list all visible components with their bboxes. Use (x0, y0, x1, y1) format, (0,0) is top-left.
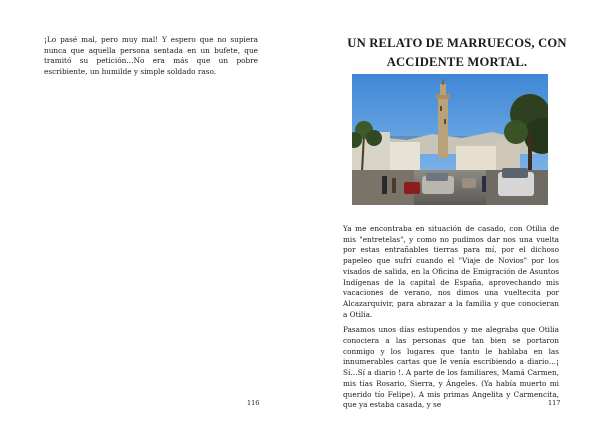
page-number-right: 117 (548, 399, 561, 407)
chapter-title-line-1: UN RELATO DE MARRUECOS, CON (347, 36, 567, 50)
left-page-text (44, 35, 258, 77)
page-number-left: 116 (247, 399, 260, 407)
right-paragraph-1: Ya me encontraba en situación de casado, con Otilia de mis "entretelas", y como no pudimos dar nos una vuelta por estas entrañables tierras para mí, por el dichoso papeleo que sufrí cuando el "Viaje de Novios" por los visados de salida, en la Oficina de Emigración de Asuntos Indígenas de la capital de España, aprovechando mis vacaciones de verano, nos dimos una vueltecita por Alcazarquivir, para abrazar a la familia y que conocieran a Otilia. (343, 224, 559, 319)
street-photo (352, 74, 548, 205)
right-page (300, 0, 600, 424)
chapter-title-line-2: ACCIDENTE MORTAL. (386, 55, 528, 69)
left-paragraph: ¡Lo pasé mal, pero muy mal! Y espero que no supiera nunca que aquella persona sentada en un bufete, que tramitó su petición…No era más que un pobre escribiente, un humilde y simple soldado raso. (44, 35, 258, 76)
right-page-text (343, 224, 559, 416)
right-paragraph-2: Pasamos unos días estupendos y me alegraba que Otilia conociera a las personas que tan bien se portaron conmigo y los lugares que tanto le hablaba en las innumerables cartas que le venía escribiendo a diario…¡ Sí…Sí a diario !. A parte de los familiares, Mamá Carmen, mis tías Rosario, Sierra, y Ángeles. (Ya había muerto mi querido tío Felipe). A mis primas Angelita y Carmencita, que ya estaba casada, y se (343, 325, 559, 410)
chapter-title (335, 34, 579, 72)
